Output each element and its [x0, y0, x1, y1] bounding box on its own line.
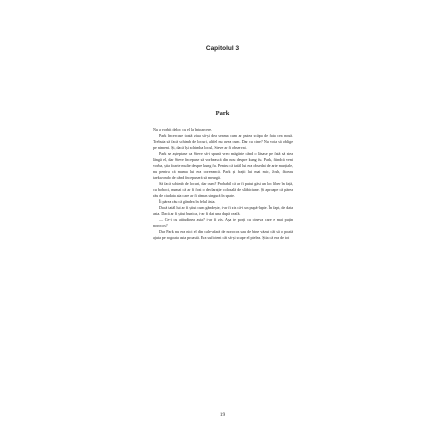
paragraph: Nu a vorbit deloc cu el la întoarcere. [153, 127, 213, 132]
paragraph: Dar Park nu era nici el din cale-afară de norocos sau de bine văzut cât să o poată ajuta pe rogoata asta proastă. Era suficient cât să-și scape el pielea. Știa că era de tot [153, 229, 293, 240]
paragraph: Să facă schimb de locuri, dar cum? Probabil că ar fi putut găsi un loc liber în față, cu boboci, numai că ar fi fost o declarație colosală de slăbiciune. Și aproape că părea rău de ciudata aia care ar fi rămas singură în spate. [153, 181, 293, 198]
paragraph: Îi părea rău că gândea în felul ăsta. [159, 199, 216, 204]
paragraph: — Ce-i cu atitudinea asta? i-ar fi zis. Așa te porți cu cineva care e mai puțin norocos? [153, 217, 293, 228]
chapter-title: Park [215, 110, 230, 117]
paragraph: Park se așteptase ca Steve să-i spună vreo măgărie când o lăsase pe fată să stea lângă el, dar Steve începuse să vorbească din nou despre kung fu. Park, fiindcă veni vorba, știa foarte multe despre kung fu. Pentru că tatăl lui era obsedat de arte marțiale, nu pentru că mama lui era coreeancă. Park și frații lui mai mic, Josh, făceau taekwondo de când începuseră să meargă. [153, 151, 293, 180]
body-text [153, 127, 293, 241]
page-number: 19 [219, 412, 226, 418]
paragraph: Park încercase toată ziua să-și dea seama cum ar putea scăpa de fata cea nouă. Trebuia să facă schimb de locuri, altfel nu avea cum. Dar cu cine? Nu voia să oblige pe nimeni. Și, dacă își schimba locul, Steve ar fi observat. [153, 133, 293, 150]
paragraph: Dacă tatăl lui ar fi știut cum gândește, i-ar fi zis că-i un pupă-lapte. În fapt, de data asta. Dacă ar fi știut bunica, i-ar fi dat una după ceafă. [153, 205, 293, 216]
chapter-label: Capitolul 3 [205, 45, 240, 52]
